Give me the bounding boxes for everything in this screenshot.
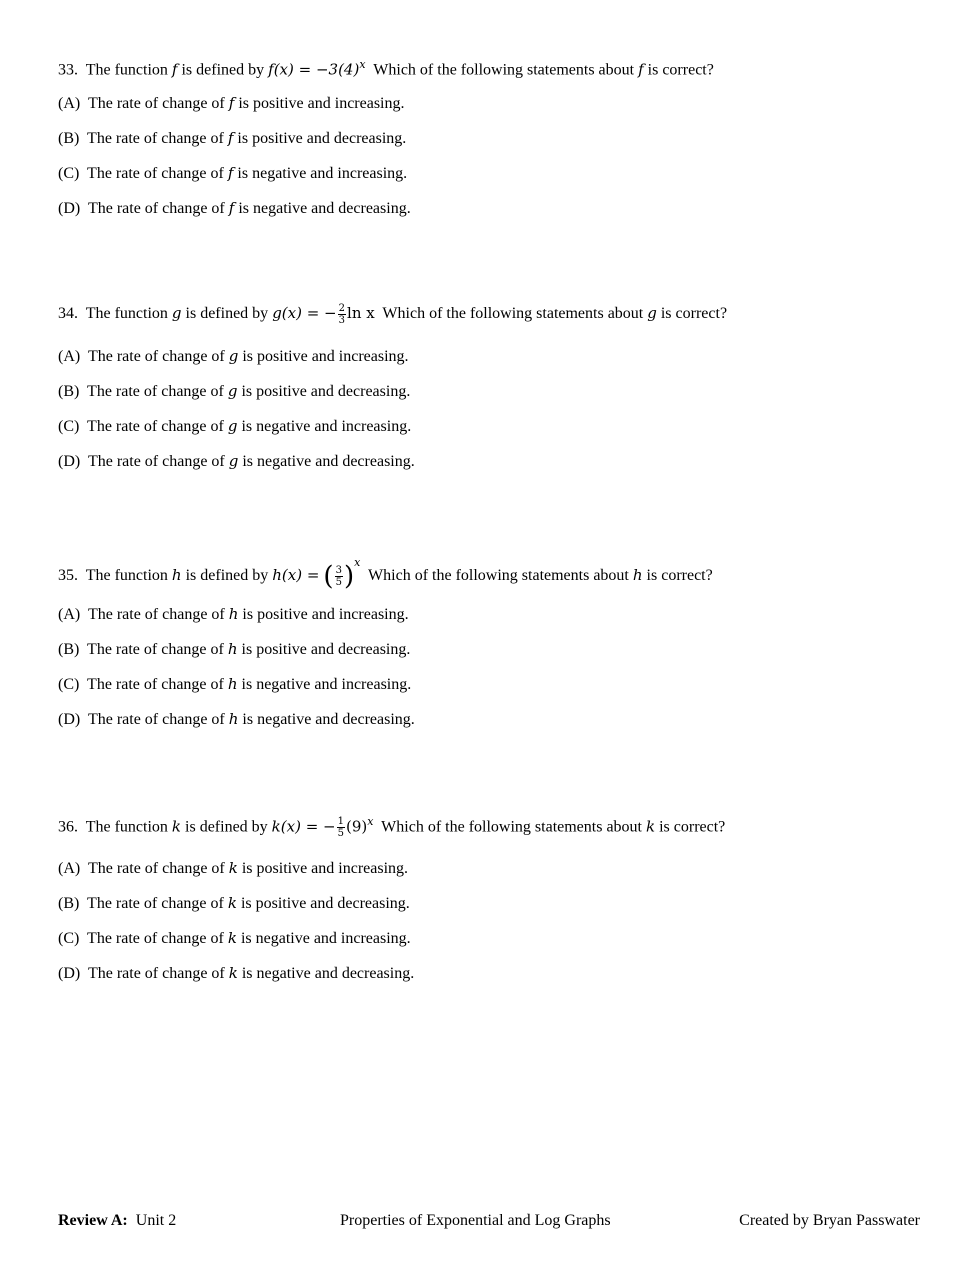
function-name: h bbox=[227, 640, 238, 658]
function-expression: k(x) = − bbox=[271, 817, 336, 836]
footer-center: Properties of Exponential and Log Graphs bbox=[340, 1212, 611, 1229]
option-d bbox=[58, 199, 411, 218]
function-name: h bbox=[227, 675, 238, 693]
option-prefix: The rate of change of bbox=[87, 453, 225, 470]
function-name: h bbox=[632, 566, 643, 584]
option-d bbox=[58, 710, 415, 729]
option-letter: (A) bbox=[58, 348, 81, 365]
defined-by: is defined by bbox=[185, 305, 269, 323]
function-name: k bbox=[228, 859, 238, 877]
defined-by: is defined by bbox=[185, 818, 268, 836]
option-prefix: The rate of change of bbox=[87, 95, 225, 112]
option-text: is negative and decreasing. bbox=[238, 200, 411, 217]
option-text: is positive and decreasing. bbox=[241, 641, 411, 658]
function-name: h bbox=[228, 710, 239, 728]
option-text: is negative and decreasing. bbox=[242, 711, 415, 728]
function-name: g bbox=[171, 304, 182, 323]
option-text: is positive and decreasing. bbox=[240, 895, 410, 912]
option-a bbox=[58, 94, 405, 113]
question-number: 35. bbox=[58, 567, 78, 584]
question-suffix: Which of the following statements about bbox=[381, 818, 642, 836]
option-letter: (A) bbox=[58, 606, 81, 623]
option-letter: (C) bbox=[58, 676, 80, 693]
option-letter: (B) bbox=[58, 130, 80, 147]
option-text: is positive and increasing. bbox=[242, 348, 409, 365]
option-letter: (D) bbox=[58, 453, 81, 470]
option-letter: (B) bbox=[58, 895, 80, 912]
option-text: is positive and decreasing. bbox=[241, 383, 411, 400]
option-prefix: The rate of change of bbox=[87, 383, 224, 400]
option-letter: (D) bbox=[58, 965, 81, 982]
function-expression-right: (9) bbox=[345, 817, 368, 836]
function-expression: f(x) = −3(4) bbox=[268, 60, 360, 79]
question-prefix: The function bbox=[85, 305, 168, 323]
footer-review-label: Review A: bbox=[58, 1212, 128, 1229]
option-a bbox=[58, 859, 408, 878]
question-number: 34. bbox=[58, 305, 78, 323]
question-suffix-end: is correct? bbox=[660, 305, 728, 323]
option-letter: (C) bbox=[58, 418, 80, 435]
footer-unit: Unit 2 bbox=[135, 1212, 177, 1229]
fraction-denominator: 5 bbox=[335, 576, 342, 588]
function-name: g bbox=[227, 382, 238, 400]
question-suffix-end: is correct? bbox=[646, 567, 713, 584]
option-prefix: The rate of change of bbox=[87, 130, 224, 147]
function-name: f bbox=[171, 60, 178, 79]
function-name: g bbox=[647, 304, 657, 323]
option-letter: (C) bbox=[58, 165, 80, 182]
option-text: is negative and increasing. bbox=[240, 930, 411, 947]
option-prefix: The rate of change of bbox=[87, 860, 225, 877]
function-name: g bbox=[227, 417, 238, 435]
fraction bbox=[335, 565, 343, 588]
option-letter: (A) bbox=[58, 860, 81, 877]
option-text: is negative and decreasing. bbox=[242, 453, 415, 470]
right-paren: ) bbox=[343, 561, 355, 592]
option-text: is positive and increasing. bbox=[241, 860, 409, 877]
option-b bbox=[58, 129, 406, 148]
option-prefix: The rate of change of bbox=[87, 676, 224, 693]
fraction-numerator: 1 bbox=[337, 816, 344, 828]
question-number: 36. bbox=[58, 818, 78, 836]
option-prefix: The rate of change of bbox=[87, 930, 224, 947]
function-expression: g(x) = − bbox=[272, 304, 337, 323]
function-name: k bbox=[227, 894, 237, 912]
option-text: is negative and increasing. bbox=[241, 676, 412, 693]
option-letter: (D) bbox=[58, 711, 81, 728]
question-prefix: The function bbox=[85, 818, 168, 836]
option-letter: (B) bbox=[58, 641, 80, 658]
option-letter: (B) bbox=[58, 383, 80, 400]
function-name: f bbox=[228, 199, 235, 217]
function-name: k bbox=[171, 817, 182, 836]
option-text: is negative and increasing. bbox=[241, 418, 412, 435]
function-name: f bbox=[227, 129, 234, 147]
function-name: g bbox=[228, 347, 239, 365]
function-name: f bbox=[638, 60, 644, 79]
question-35 bbox=[58, 556, 713, 592]
option-text: is negative and increasing. bbox=[237, 165, 408, 182]
defined-by: is defined by bbox=[181, 61, 265, 79]
option-b bbox=[58, 894, 410, 913]
left-paren: ( bbox=[323, 561, 334, 592]
fraction bbox=[337, 816, 345, 839]
option-prefix: The rate of change of bbox=[87, 895, 224, 912]
function-exponent: x bbox=[359, 58, 366, 71]
function-name: k bbox=[646, 817, 656, 836]
fraction bbox=[338, 303, 346, 326]
function-name: k bbox=[228, 964, 238, 982]
question-suffix-end: is correct? bbox=[659, 818, 726, 836]
option-text: is positive and increasing. bbox=[242, 606, 409, 623]
function-name: k bbox=[227, 929, 237, 947]
option-prefix: The rate of change of bbox=[87, 165, 224, 182]
function-exponent: x bbox=[367, 815, 374, 828]
option-letter: (D) bbox=[58, 200, 81, 217]
option-b bbox=[58, 382, 410, 401]
option-text: is positive and increasing. bbox=[238, 95, 405, 112]
option-b bbox=[58, 640, 410, 659]
option-letter: (A) bbox=[58, 95, 81, 112]
option-prefix: The rate of change of bbox=[87, 348, 225, 365]
function-name: h bbox=[228, 605, 239, 623]
defined-by: is defined by bbox=[185, 567, 269, 584]
option-c bbox=[58, 675, 411, 694]
question-suffix-end: is correct? bbox=[647, 61, 714, 79]
option-prefix: The rate of change of bbox=[87, 606, 225, 623]
question-suffix: Which of the following statements about bbox=[373, 61, 635, 79]
option-a bbox=[58, 605, 409, 624]
question-36 bbox=[58, 815, 725, 839]
option-c bbox=[58, 929, 411, 948]
footer-right: Created by Bryan Passwater bbox=[739, 1212, 920, 1229]
option-letter: (C) bbox=[58, 930, 80, 947]
function-name: f bbox=[227, 164, 234, 182]
option-c bbox=[58, 164, 407, 183]
fraction-numerator: 3 bbox=[335, 564, 342, 576]
option-d bbox=[58, 452, 415, 471]
fraction-numerator: 2 bbox=[338, 303, 346, 314]
option-prefix: The rate of change of bbox=[87, 641, 224, 658]
function-name: h bbox=[171, 566, 182, 584]
question-suffix: Which of the following statements about bbox=[382, 305, 644, 323]
option-text: is negative and decreasing. bbox=[241, 965, 415, 982]
function-exponent: x bbox=[354, 556, 361, 569]
option-d bbox=[58, 964, 414, 983]
question-suffix: Which of the following statements about bbox=[368, 567, 629, 584]
question-prefix: The function bbox=[85, 567, 168, 584]
fraction-denominator: 3 bbox=[338, 315, 346, 326]
option-prefix: The rate of change of bbox=[87, 418, 224, 435]
function-expression-right: ln x bbox=[347, 304, 375, 323]
question-prefix: The function bbox=[85, 61, 168, 79]
option-a bbox=[58, 347, 409, 366]
option-text: is positive and decreasing. bbox=[237, 130, 407, 147]
question-33 bbox=[58, 58, 714, 79]
option-c bbox=[58, 417, 411, 436]
fraction-denominator: 5 bbox=[337, 828, 344, 840]
function-name: g bbox=[228, 452, 239, 470]
function-name: f bbox=[228, 94, 235, 112]
option-prefix: The rate of change of bbox=[87, 200, 225, 217]
function-expression: h(x) = bbox=[272, 566, 320, 584]
question-34 bbox=[58, 303, 727, 326]
question-number: 33. bbox=[58, 61, 78, 79]
option-prefix: The rate of change of bbox=[87, 711, 225, 728]
option-prefix: The rate of change of bbox=[87, 965, 225, 982]
footer-left bbox=[58, 1212, 176, 1230]
